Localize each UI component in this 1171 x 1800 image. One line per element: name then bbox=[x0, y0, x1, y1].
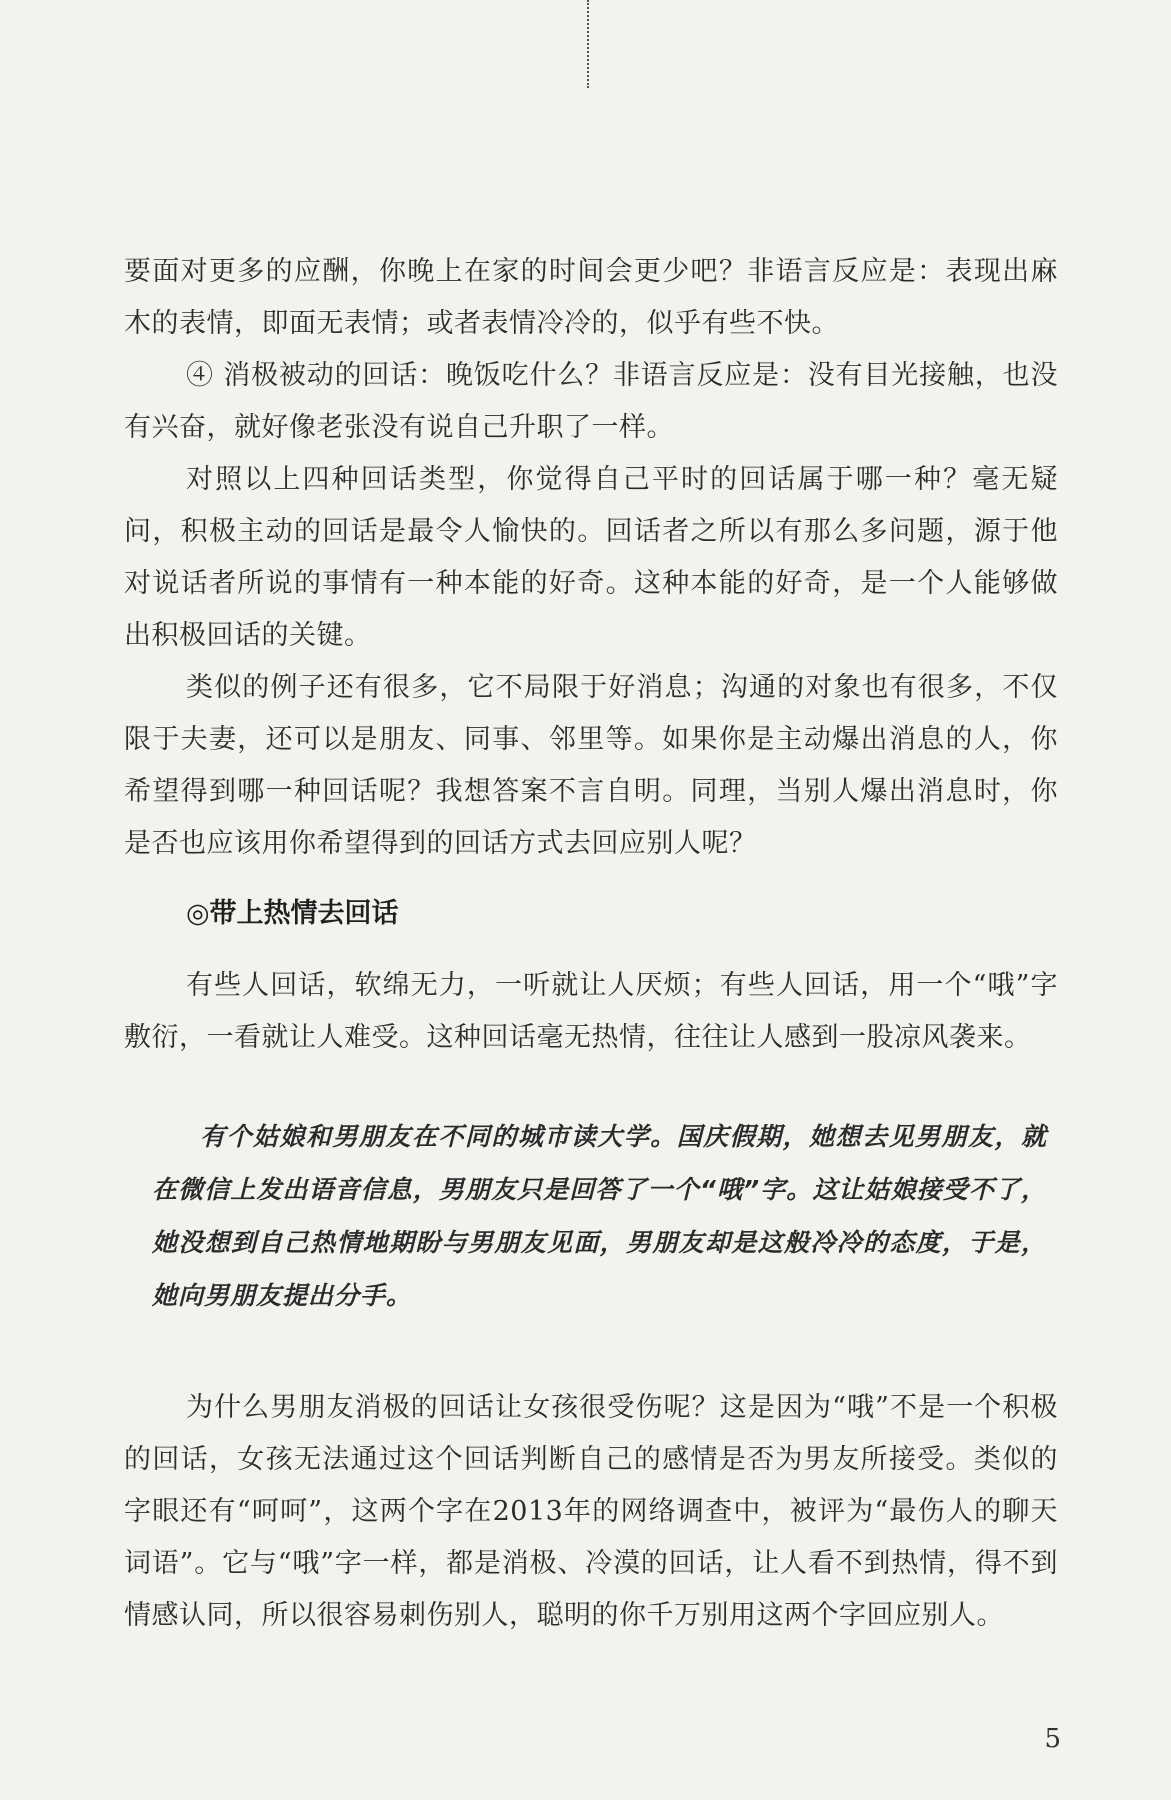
paragraph-comparison: 对照以上四种回话类型，你觉得自己平时的回话属于哪一种？毫无疑问，积极主动的回话是最令人愉快的。回话者之所以有那么多问题，源于他对说话者所说的事情有一种本能的好奇。这种本能的好奇，是一个人能够做出积极回话的关键。 bbox=[124, 464, 1058, 651]
middle-text-block bbox=[124, 960, 1058, 1064]
top-text-block bbox=[124, 246, 1058, 870]
page-number: 5 bbox=[1044, 1724, 1061, 1754]
paragraph-continuation: 要面对更多的应酬，你晚上在家的时间会更少吧？非语言反应是：表现出麻木的表情，即面无表情；或者表情冷冷的，似乎有些不快。 bbox=[124, 256, 1058, 339]
bottom-text-block bbox=[124, 1382, 1058, 1642]
paragraph-enthusiasm: 有些人回话，软绵无力，一听就让人厌烦；有些人回话，用一个“哦”字敷衍，一看就让人难受。这种回话毫无热情，往往让人感到一股凉风袭来。 bbox=[124, 970, 1058, 1053]
paragraph-passive-reply: ④ 消极被动的回话：晚饭吃什么？非语言反应是：没有目光接触，也没有兴奋，就好像老张没有说自己升职了一样。 bbox=[124, 360, 1058, 443]
section-heading: ◎带上热情去回话 bbox=[186, 898, 399, 929]
story-example: 有个姑娘和男朋友在不同的城市读大学。国庆假期，她想去见男朋友，就在微信上发出语音信息，男朋友只是回答了一个“哦”字。这让姑娘接受不了，她没想到自己热情地期盼与男朋友见面，男朋友却是这般冷冷的态度，于是，她向男朋友提出分手。 bbox=[152, 1122, 1047, 1310]
dotted-top-rule bbox=[587, 0, 589, 88]
paragraph-analysis: 为什么男朋友消极的回话让女孩很受伤呢？这是因为“哦”不是一个积极的回话，女孩无法通过这个回话判断自己的感情是否为男友所接受。类似的字眼还有“呵呵”，这两个字在2013年的网络调查中，被评为“最伤人的聊天词语”。它与“哦”字一样，都是消极、冷漠的回话，让人看不到热情，得不到情感认同，所以很容易刺伤别人，聪明的你千万别用这两个字回应别人。 bbox=[124, 1392, 1058, 1631]
paragraph-examples: 类似的例子还有很多，它不局限于好消息；沟通的对象也有很多，不仅限于夫妻，还可以是朋友、同事、邻里等。如果你是主动爆出消息的人，你希望得到哪一种回话呢？我想答案不言自明。同理，当别人爆出消息时，你是否也应该用你希望得到的回话方式去回应别人呢？ bbox=[124, 672, 1058, 859]
